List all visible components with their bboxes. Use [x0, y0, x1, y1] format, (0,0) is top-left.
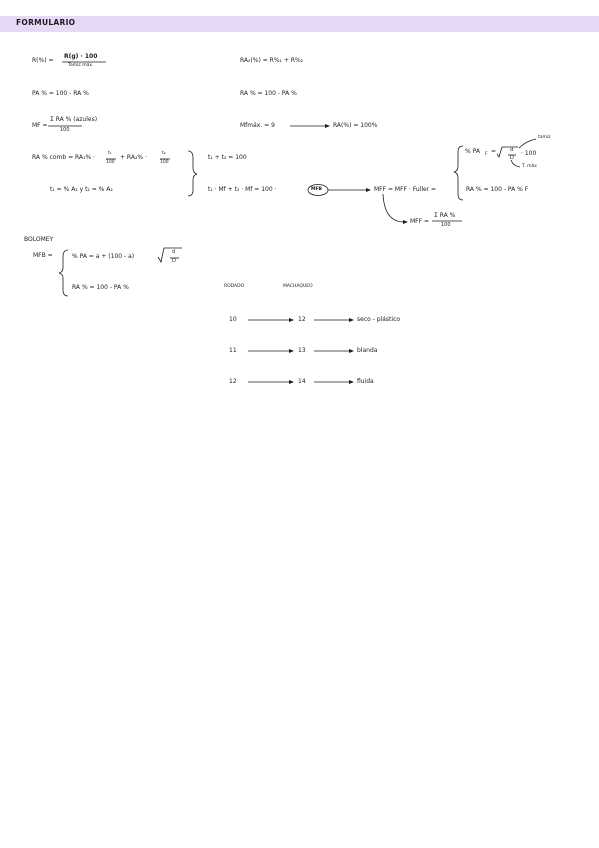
r-formula-lhs: R(%) =	[32, 57, 54, 64]
arrowhead	[349, 349, 354, 353]
table-row-3-machaqueo: 14	[298, 378, 306, 385]
r-formula-numerator: R(g) · 100	[64, 53, 98, 60]
bolomey-lhs: MFB =	[33, 252, 53, 259]
arrowhead	[403, 220, 408, 224]
table-row-2-machaqueo: 13	[298, 347, 306, 354]
racomb-frac2-den: 100	[160, 160, 169, 165]
t-sum-formula: t₁ + t₂ = 100	[208, 154, 247, 161]
racomb-frac1-den: 100	[106, 160, 115, 165]
arrowhead	[349, 318, 354, 322]
mfmax-result: RA(%) = 100%	[333, 122, 378, 129]
bolomey-frac-num: d	[172, 249, 176, 255]
left-brace	[59, 250, 68, 296]
arrowhead	[349, 380, 354, 384]
racomb-formula-mid: + RA₂% ·	[120, 154, 147, 161]
arrowhead	[325, 124, 330, 128]
bolomey-pa-formula: % PA = a + (100 - a)	[72, 253, 135, 260]
table-row-1-consistency: seco - plástico	[357, 316, 401, 323]
t-definitions: t₁ = % A₁ y t₂ = % A₂	[50, 186, 113, 193]
table-row-2-rodado: 11	[229, 347, 237, 354]
ra-pa-fuller: RA % = 100 - PA % F	[466, 186, 529, 193]
mf-formula-numerator: Σ RA % (azules)	[50, 116, 98, 123]
arrowhead	[289, 349, 294, 353]
mfb-equation: t₁ · Mf + t₂ · Mf = 100 ·	[208, 186, 277, 193]
mf-formula-lhs: MF =	[32, 122, 48, 129]
table-row-3-consistency: fluida	[357, 378, 374, 385]
mf-formula-denominator: 100	[60, 127, 70, 133]
sqrt-sign	[158, 248, 182, 262]
table-row-3-rodado: 12	[229, 378, 237, 385]
bolomey-ra-formula: RA % = 100 - PA %	[72, 284, 129, 291]
ra-formula: RA % = 100 - PA %	[240, 90, 297, 97]
table-row-1-rodado: 10	[229, 316, 237, 323]
pointer-line	[519, 139, 536, 148]
right-brace	[188, 151, 197, 196]
table-header-rodado: RODADO	[224, 284, 245, 289]
mff-formula-denominator: 100	[441, 222, 451, 228]
pa-fuller-tail: · 100	[521, 150, 537, 157]
pa-fuller-lhs: % PA	[465, 148, 480, 155]
table-row-2-consistency: blanda	[357, 347, 378, 354]
arrowhead	[289, 380, 294, 384]
table-header-machaqueo: MACHAQUEO	[283, 284, 313, 289]
sqrt-sign	[497, 147, 518, 157]
arrowhead	[289, 318, 294, 322]
fuller-formula: MFF = MFF · Fuller =	[374, 186, 437, 193]
ra-sum-formula: RA₂(%) = R%₁ + R%₂	[240, 57, 304, 64]
left-brace	[454, 146, 463, 200]
pointer-line	[511, 160, 520, 167]
table-row-1-machaqueo: 12	[298, 316, 306, 323]
pa-fuller-num: d	[510, 147, 514, 153]
pa-fuller-subscript: F	[485, 152, 488, 157]
mfmax-formula: Mfmáx. = 9	[240, 122, 275, 129]
tmax-annotation: T. máx	[522, 164, 537, 169]
pa-fuller-den: D	[510, 155, 514, 161]
pa-fuller-eq: =	[491, 148, 497, 155]
racomb-frac1-num: t₁	[108, 151, 112, 156]
r-formula-denominator: Tamiz máx.	[68, 63, 94, 68]
arrowhead	[366, 188, 371, 192]
page-title: FORMULARIO	[16, 18, 76, 27]
mfb-circled-label: MFB	[311, 187, 322, 192]
racomb-frac2-num: t₂	[162, 151, 166, 156]
bolomey-frac-den: D	[172, 258, 176, 264]
bolomey-title: BOLOMEY	[24, 236, 54, 243]
mff-formula-lhs: MFF =	[410, 218, 430, 225]
curved-arrow	[383, 194, 404, 222]
pa-formula: PA % = 100 - RA %	[32, 90, 89, 97]
tamiz-annotation: tamiz	[538, 135, 551, 140]
racomb-formula-lhs: RA % comb = RA₁% ·	[32, 154, 95, 161]
mff-formula-numerator: Σ RA %	[434, 212, 456, 219]
